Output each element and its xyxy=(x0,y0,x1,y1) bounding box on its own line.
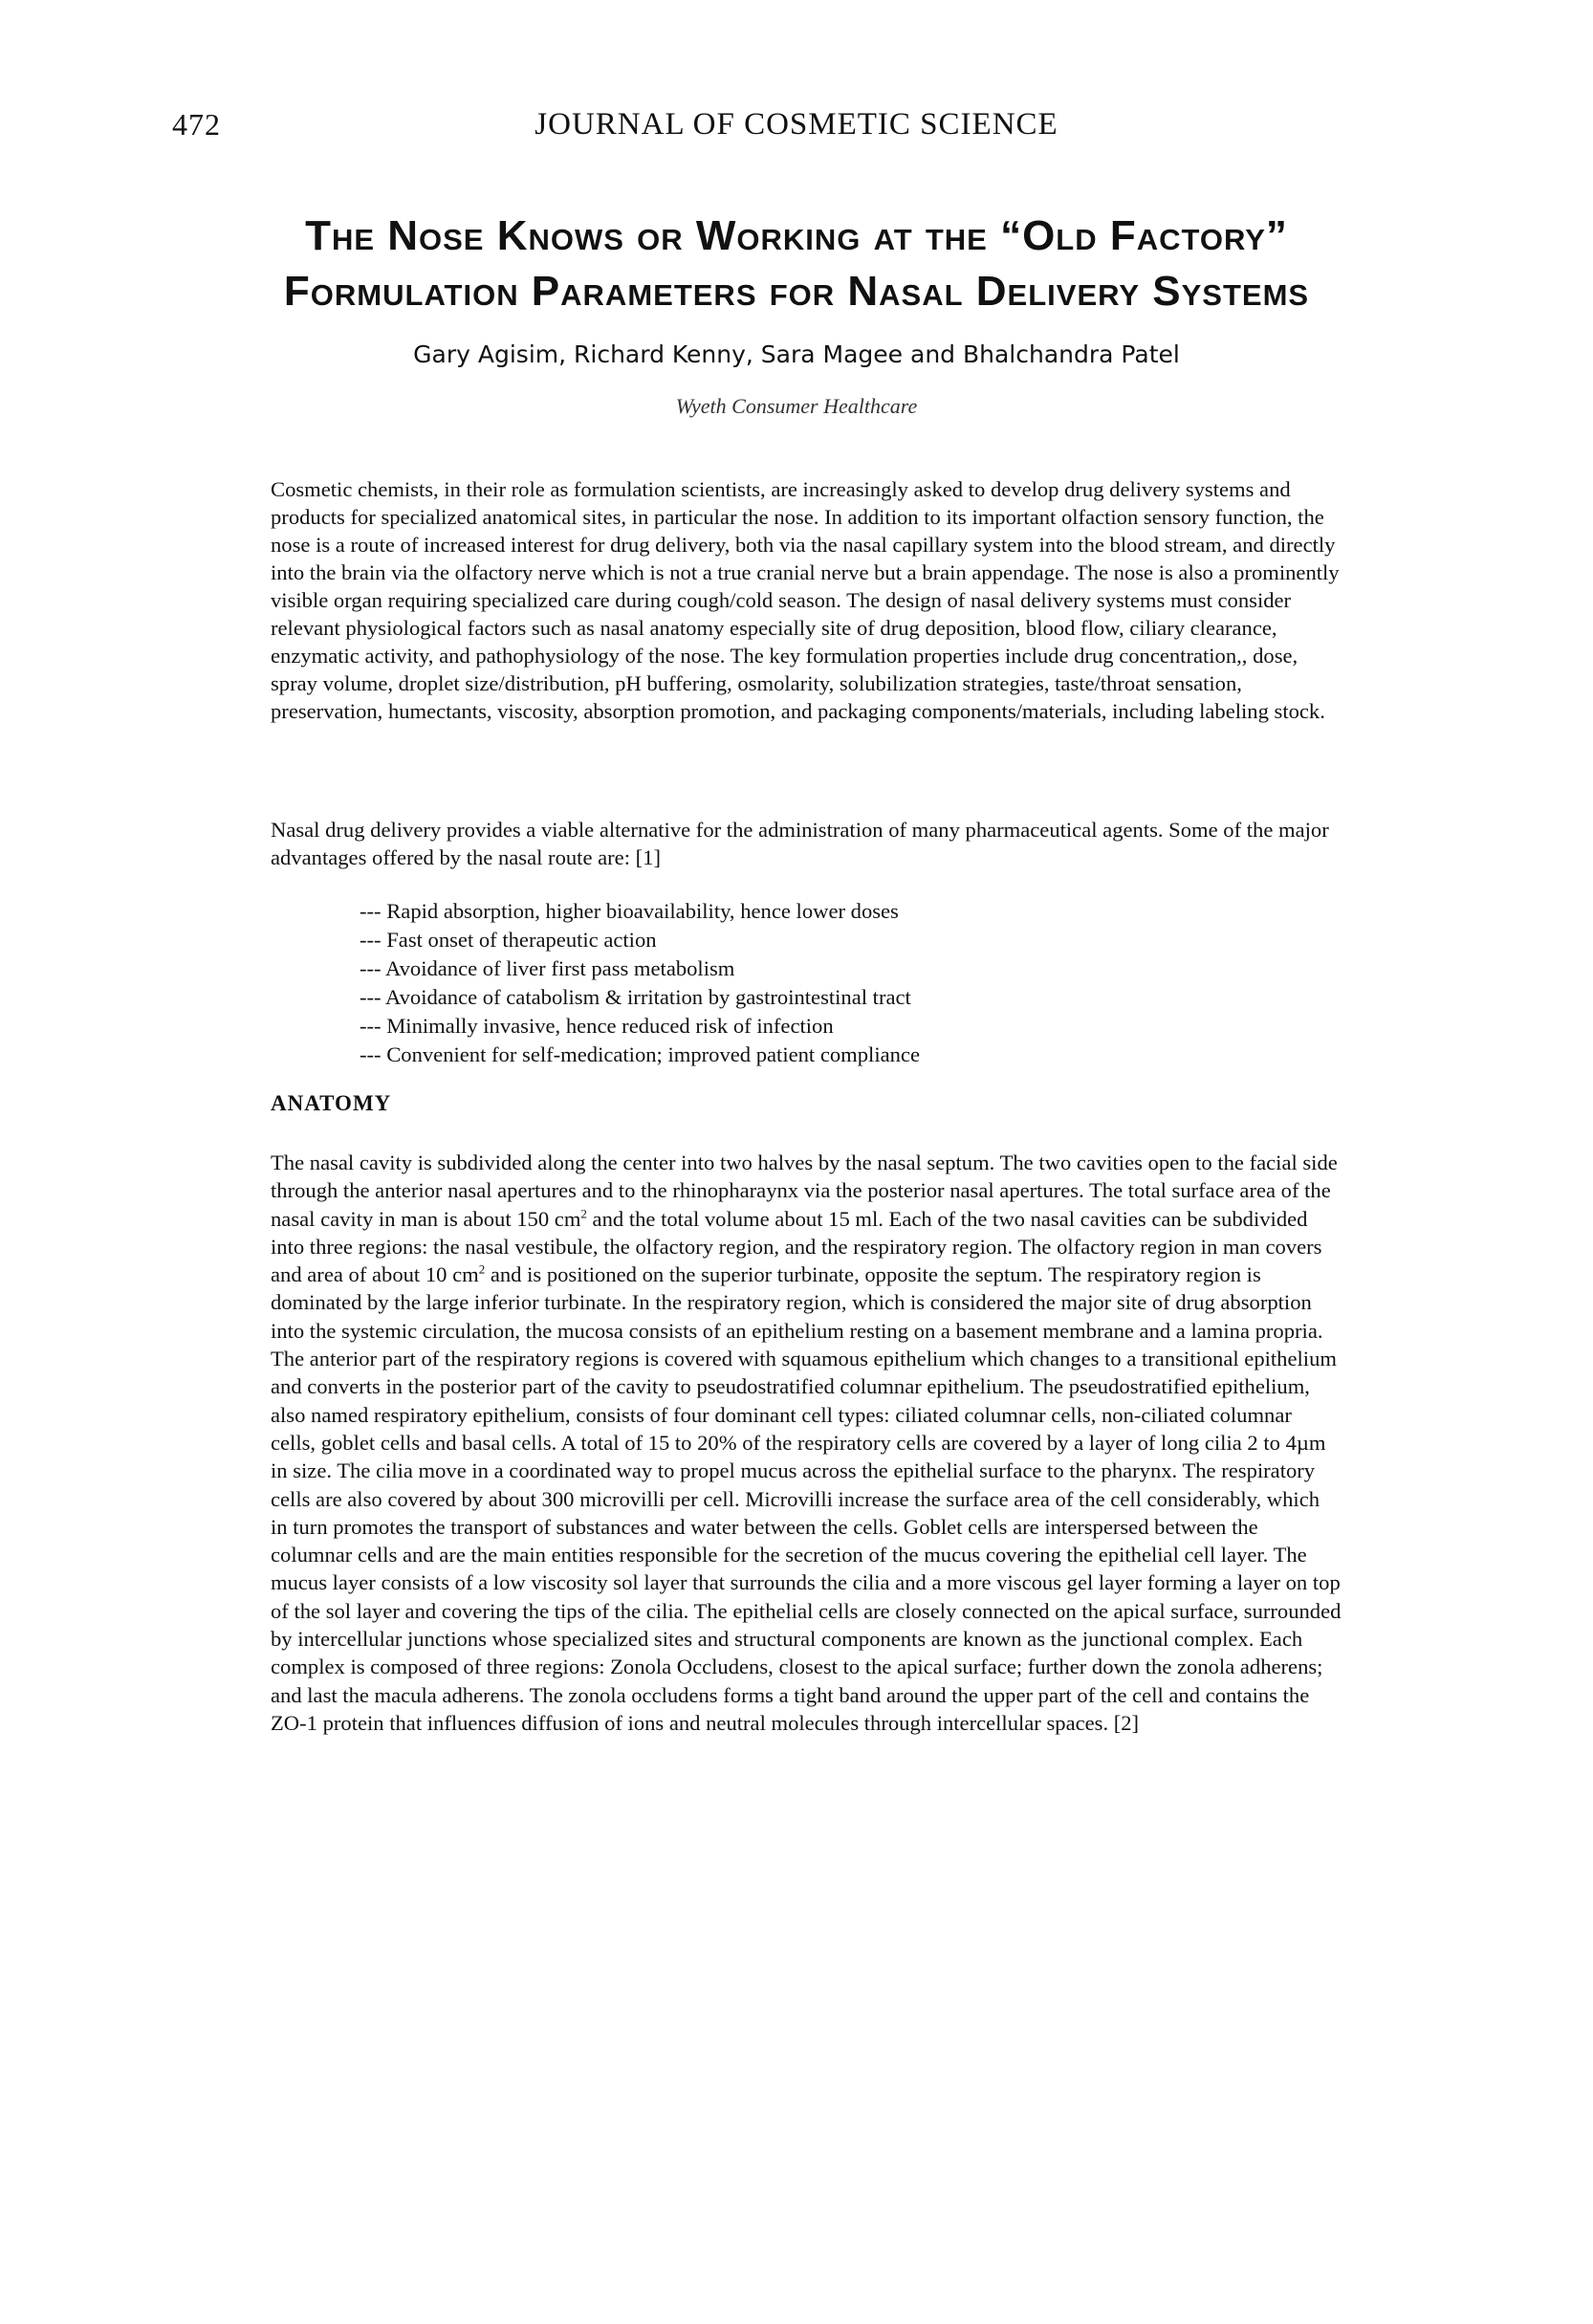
section-heading-anatomy: ANATOMY xyxy=(271,1091,392,1115)
superscript: 2 xyxy=(580,1206,587,1221)
anatomy-paragraph xyxy=(271,1149,1342,1737)
running-head xyxy=(0,107,1593,153)
superscript: 2 xyxy=(478,1261,486,1277)
list-item: --- Avoidance of liver first pass metabolism xyxy=(360,956,735,980)
advantages-list xyxy=(360,897,1316,1069)
list-item: --- Avoidance of catabolism & irritation by gastrointestinal tract xyxy=(360,985,911,1009)
affiliation: Wyeth Consumer Healthcare xyxy=(675,394,918,418)
article-title-line-1: The Nose Knows or Working at the “Old Factory” xyxy=(305,212,1288,259)
anatomy-text-part-a: The nasal cavity is subdivided along the center into two halves by the nasal septum. The two cavities open to the facial side through the anterior nasal apertures and to the rhinopharaynx via the posterior nasal apertures. The total surface area of the nasal cavity in man is about 150 cm xyxy=(271,1151,1338,1231)
article-title xyxy=(143,208,1450,319)
page-number: 472 xyxy=(172,107,221,142)
anatomy-text-part-b: and the total volume about 15 ml. Each of the two nasal cavities can be subdivided into three regions: the nasal vestibule, the olfactory region, and the respiratory region. The olfactory region in man covers and area of about 10 cm xyxy=(271,1206,1322,1287)
journal-title: JOURNAL OF COSMETIC SCIENCE xyxy=(535,107,1058,142)
author-list: Gary Agisim, Richard Kenny, Sara Magee and Bhalchandra Patel xyxy=(413,340,1180,368)
intro-paragraph: Nasal drug delivery provides a viable alternative for the administration of many pharmaceutical agents. Some of the major advantages offered by the nasal route are: [1] xyxy=(271,818,1329,869)
anatomy-text-part-c: and is positioned on the superior turbinate, opposite the septum. The respiratory region is dominated by the large inferior turbinate. In the respiratory region, which is considered the major site of drug absorption into the systemic circulation, the mucosa consists of an epithelium resting on a basement membrane and a lamina propria. The anterior part of the respiratory regions is covered with squamous epithelium which changes to a transitional epithelium and converts in the posterior part of the cavity to pseudostratified columnar epithelium. The pseudostratified epithelium, also named respiratory epithelium, consists of four dominant cell types: ciliated columnar cells, non-ciliated columnar cells, goblet cells and basal cells. A total of 15 to 20% of the respiratory cells are covered by a layer of long cilia 2 to 4µm in size. The cilia move in a coordinated way to propel mucus across the epithelial surface to the pharynx. The respiratory cells are also covered by about 300 microvilli per cell. Microvilli increase the surface area of the cell considerably, which in turn promotes the transport of substances and water between the cells. Goblet cells are interspersed between the columnar cells and are the main entities responsible for the secretion of the mucus covering the epithelial cell layer. The mucus layer consists of a low viscosity sol layer that surrounds the cilia and a more viscous gel layer forming a layer on top of the sol layer and covering the tips of the cilia. The epithelial cells are closely connected on the apical surface, surrounded by intercellular junctions whose specialized sites and structural components are known as the junctional complex. Each complex is composed of three regions: Zonola Occludens, closest to the apical surface; further down the zonola adherens; and last the macula adherens. The zonola occludens forms a tight band around the upper part of the cell and contains the ZO-1 protein that influences diffusion of ions and neutral molecules through intercellular spaces. [2] xyxy=(271,1262,1342,1735)
article-title-line-2: Formulation Parameters for Nasal Delivery Systems xyxy=(283,268,1310,315)
list-item: --- Fast onset of therapeutic action xyxy=(360,928,657,952)
list-item: --- Convenient for self-medication; improved patient compliance xyxy=(360,1042,920,1066)
abstract-paragraph: Cosmetic chemists, in their role as formulation scientists, are increasingly asked to develop drug delivery systems and products for specialized anatomical sites, in particular the nose. In addition to its important olfaction sensory function, the nose is a route of increased interest for drug delivery, both via the nasal capillary system into the blood stream, and directly into the brain via the olfactory nerve which is not a true cranial nerve but a brain appendage. The nose is also a prominently visible organ requiring specialized care during cough/cold season. The design of nasal delivery systems must consider relevant physiological factors such as nasal anatomy especially site of drug deposition, blood flow, ciliary clearance, enzymatic activity, and pathophysiology of the nose. The key formulation properties include drug concentration,, dose, spray volume, droplet size/distribution, pH buffering, osmolarity, solubilization strategies, taste/throat sensation, preservation, humectants, viscosity, absorption promotion, and packaging components/materials, including labeling stock. xyxy=(271,477,1340,723)
list-item: --- Minimally invasive, hence reduced risk of infection xyxy=(360,1014,834,1038)
list-item: --- Rapid absorption, higher bioavailability, hence lower doses xyxy=(360,899,899,923)
